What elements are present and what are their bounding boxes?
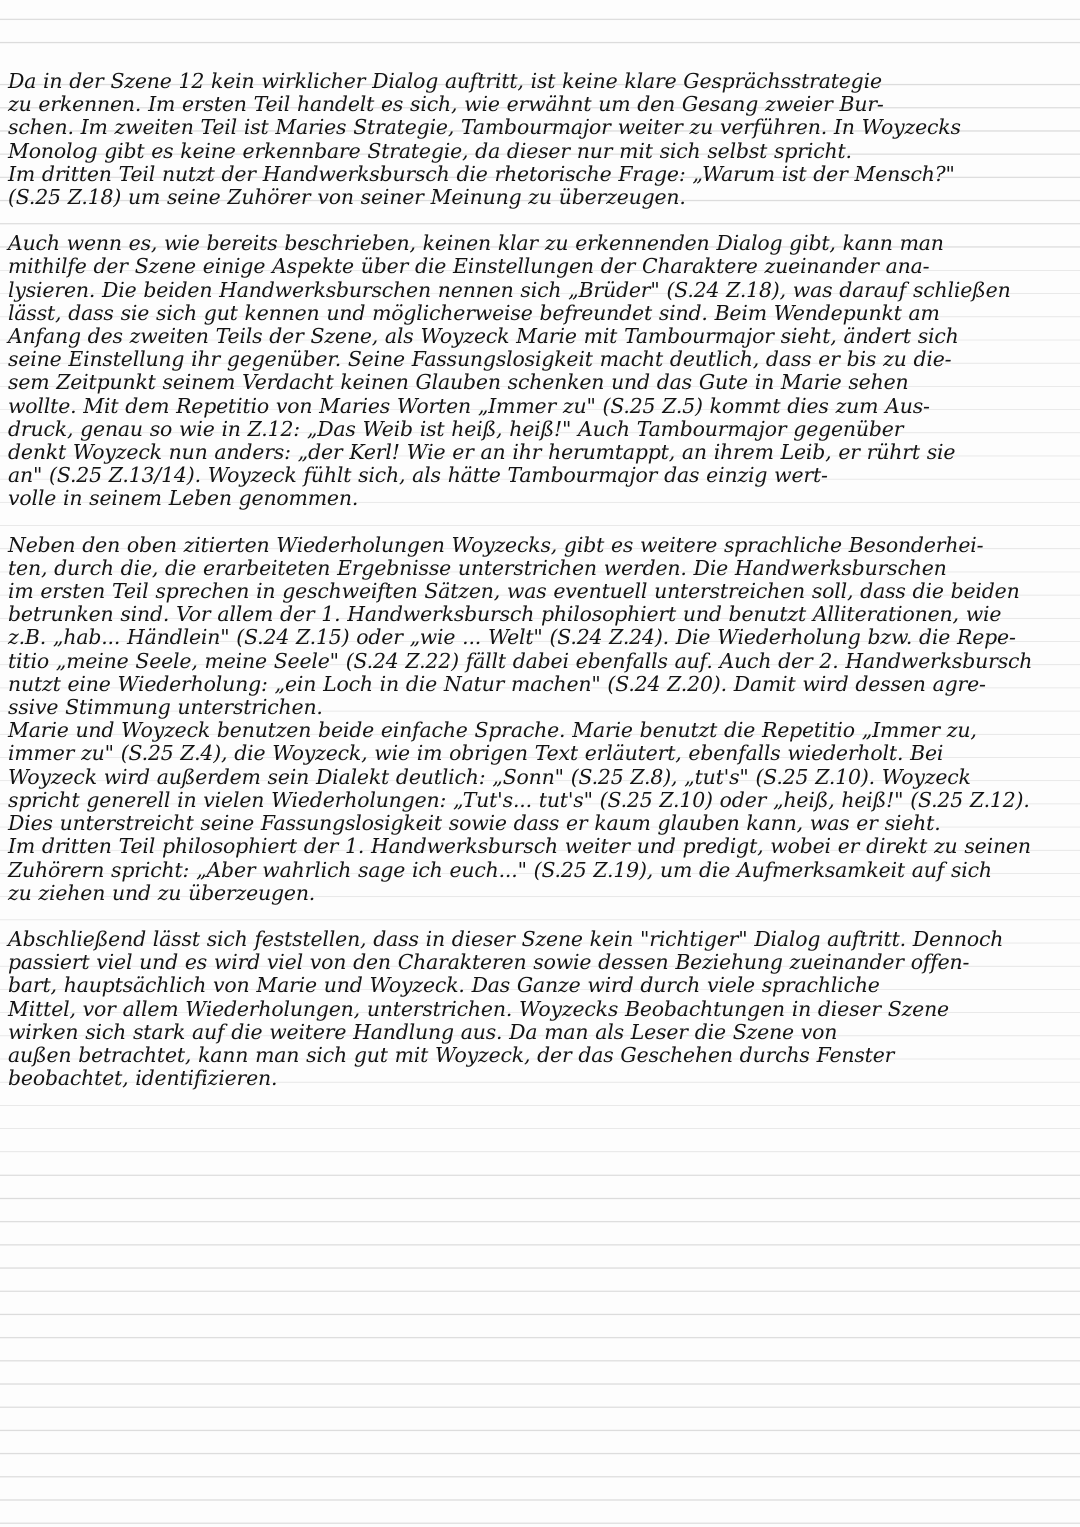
paragraph-conclusion: Abschließend lässt sich feststellen, dass in dieser Szene kein "richtiger" Dialog auftritt. Dennoch passiert viel und es wird viel von den Charakteren sowie dessen Beziehung zueinander offen- bart, hauptsächlich von Marie und Woyzeck. Das Ganze wird durch viele sprachliche Mittel, vor allem Wiederholungen, unterstrichen. Woyzecks Beobachtungen in dieser Szene wirken sich stark auf die weitere Handlung aus. Da man als Leser die Szene von außen betrachtet, kann man sich gut mit Woyzeck, der das Geschehen durchs Fenster beobachtet, identifizieren. [8, 926, 1004, 1091]
paragraph-gap [8, 905, 1056, 928]
paragraph-relationships: Auch wenn es, wie bereits beschrieben, keinen klar zu erkennenden Dialog gibt, kann man mithilfe der Szene einige Aspekte über die Einstellungen der Charaktere zueinander ana- lysieren. Die beiden Handwerksburschen nennen sich „Brüder" (S.24 Z.18), was darauf schließen lässt, dass sie sich gut kennen und möglicherweise befreundet sind. Beim Wendepunkt am Anfang des zweiten Teils der Szene, als Woyzeck Marie mit Tambourmajor sieht, ändert sich seine Einstellung ihr gegenüber. Seine Fassungslosigkeit macht deutlich, dass er bis zu die- sem Zeitpunkt seinem Verdacht keinen Glauben schenken und das Gute in Marie sehen wollte. Mit dem Repetitio von Maries Worten „Immer zu" (S.25 Z.5) kommt dies zum Aus- druck, genau so wie in Z.12: „Das Weib ist heiß, heiß!" Auch Tambourmajor gegenüber denkt Woyzeck nun anders: „der Kerl! Wie er an ihr herumtappt, an ihrem Leib, er rührt sie an" (S.25 Z.13/14). Woyzeck fühlt sich, als hätte Tambourmajor das einzig wert- volle in seinem Leben genommen. [8, 231, 1011, 511]
paragraph-strategy: Da in der Szene 12 kein wirklicher Dialog auftritt, ist keine klare Gesprächsstrategie zu erkennen. Im ersten Teil handelt es sich, wie erwähnt um den Gesang zweier Bur- schen. Im zweiten Teil ist Maries Strategie, Tambourmajor weiter zu verführen. In Woyzecks Monolog gibt es keine erkennbare Strategie, da dieser nur mit sich selbst spricht. Im dritten Teil nutzt der Handwerksbursch die rhetorische Frage: „Warum ist der Mensch?" (S.25 Z.18) um seine Zuhörer von seiner Meinung zu überzeugen. [8, 69, 961, 210]
paragraph-language: Neben den oben zitierten Wiederholungen Woyzecks, gibt es weitere sprachliche Besonderhei- ten, durch die, die erarbeiteten Ergebnisse unterstrichen werden. Die Handwerksburschen im ersten Teil sprechen in geschweiften Sätzen, was eventuell unterstreichen soll, dass die beiden betrunken sind. Vor allem der 1. Handwerksbursch philosophiert und benutzt Alliterationen, wie z.B. „hab... Händlein" (S.24 Z.15) oder „wie ... Welt" (S.24 Z.24). Die Wiederholung bzw. die Repe- titio „meine Seele, meine Seele" (S.24 Z.22) fällt dabei ebenfalls auf. Auch der 2. Handwerksbursch nutzt eine Wiederholung: „ein Loch in die Natur machen" (S.24 Z.20). Damit wird dessen agre- ssive Stimmung unterstrichen. Marie und Woyzeck benutzen beide einfache Sprache. Marie benutzt die Repetitio „Immer zu, immer zu" (S.25 Z.4), die Woyzeck, wie im obrigen Text erläutert, ebenfalls wiederholt. Bei Woyzeck wird außerdem sein Dialekt deutlich: „Sonn" (S.25 Z.8), „tut's" (S.25 Z.10). Woyzeck spricht generell in vielen Wiederholungen: „Tut's... tut's" (S.25 Z.10) oder „heiß, heiß!" (S.25 Z.12). Dies unterstreicht seine Fassungslosigkeit sowie dass er kaum glauben kann, was er sieht. Im dritten Teil philosophiert der 1. Handwerksbursch weiter und predigt, wobei er direkt zu seinen Zuhörern spricht: „Aber wahrlich sage ich euch..." (S.25 Z.19), um die Aufmerksamkeit auf sich zu ziehen und zu überzeugen. [8, 532, 1033, 905]
paragraph-gap [8, 209, 1056, 232]
paragraph-gap [8, 511, 1056, 534]
